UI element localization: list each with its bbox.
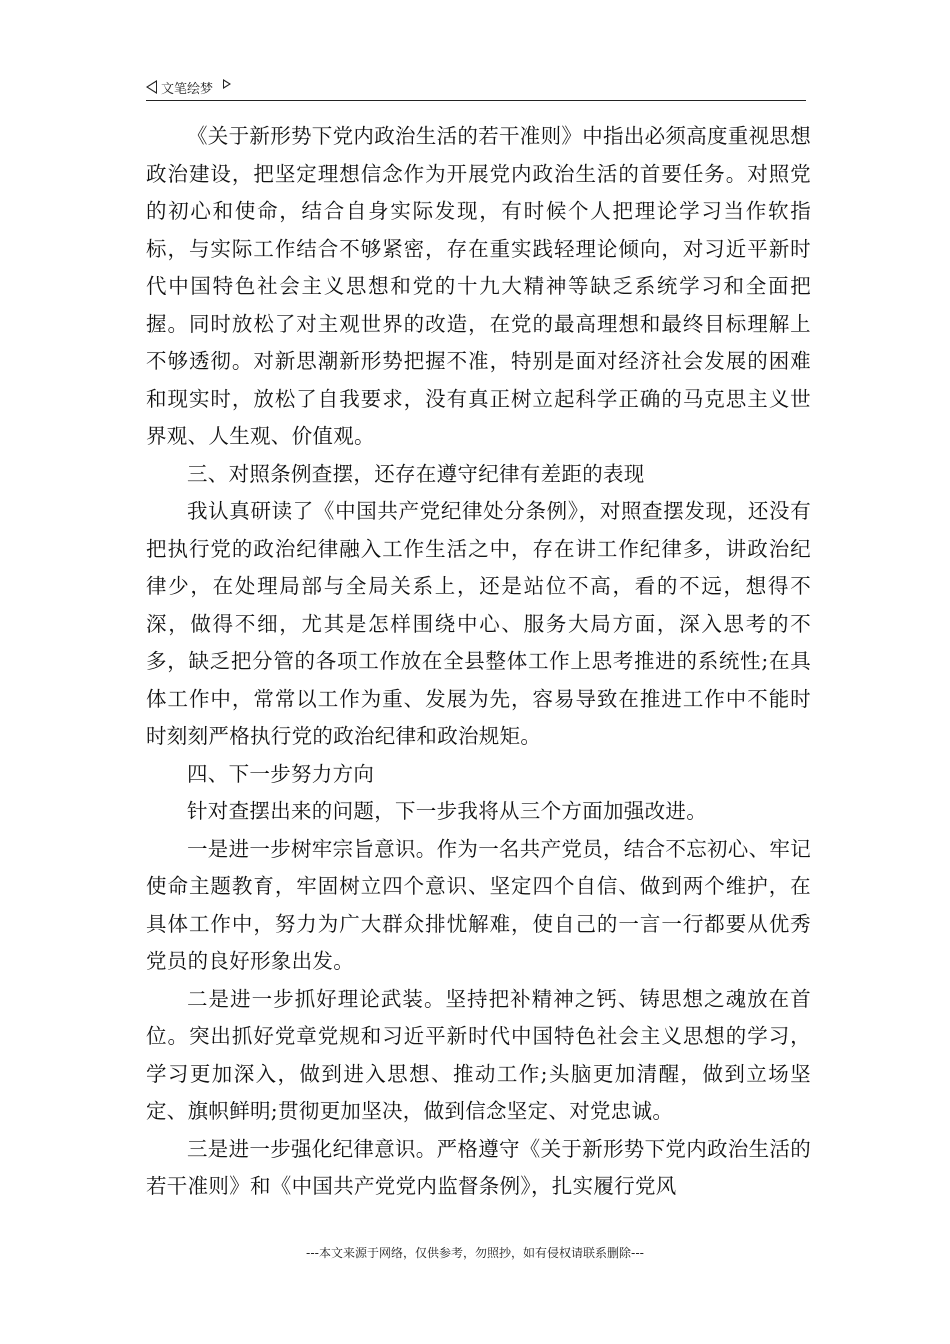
- triangle-right-icon: [223, 79, 231, 89]
- document-body: [146, 118, 811, 1206]
- header-title: 文笔绘梦: [161, 81, 214, 97]
- paragraph: 三是进一步强化纪律意识。严格遵守《关于新形势下党内政治生活的若干准则》和《中国共产党党内监督条例》，扎实履行党风: [146, 1136, 811, 1198]
- triangle-left-icon: [146, 80, 157, 94]
- paragraph: 针对查摆出来的问题，下一步我将从三个方面加强改进。: [187, 799, 707, 823]
- section-heading: 四、下一步努力方向: [187, 761, 375, 786]
- paragraph: 《关于新形势下党内政治生活的若干准则》中指出必须高度重视思想政治建设，把坚定理想信念作为开展党内政治生活的首要任务。对照党的初心和使命，结合自身实际发现，有时候个人把理论学习当作软指标，与实际工作结合不够紧密，存在重实践轻理论倾向，对习近平新时代中国特色社会主义思想和党的十九大精神等缺乏系统学习和全面把握。同时放松了对主观世界的改造，在党的最高理想和最终目标理解上不够透彻。对新思潮新形势把握不准，特别是面对经济社会发展的困难和现实时，放松了自我要求，没有真正树立起科学正确的马克思主义世界观、人生观、价值观。: [146, 124, 811, 448]
- section-heading: 三、对照条例查摆，还存在遵守纪律有差距的表现: [187, 461, 645, 486]
- paragraph: 我认真研读了《中国共产党纪律处分条例》，对照查摆发现，还没有把执行党的政治纪律融入工作生活之中，存在讲工作纪律多，讲政治纪律少，在处理局部与全局关系上，还是站位不高，看的不远，想得不深，做得不细，尤其是怎样围绕中心、服务大局方面，深入思考的不多，缺乏把分管的各项工作放在全县整体工作上思考推进的系统性;在具体工作中，常常以工作为重、发展为先，容易导致在推进工作中不能时时刻刻严格执行党的政治纪律和政治规矩。: [146, 499, 811, 748]
- paragraph: 一是进一步树牢宗旨意识。作为一名共产党员，结合不忘初心、牢记使命主题教育，牢固树立四个意识、坚定四个自信、做到两个维护，在具体工作中，努力为广大群众排忧解难，使自己的一言一行都要从优秀党员的良好形象出发。: [146, 836, 811, 973]
- paragraph: 二是进一步抓好理论武装。坚持把补精神之钙、铸思想之魂放在首位。突出抓好党章党规和习近平新时代中国特色社会主义思想的学习，学习更加深入，做到进入思想、推动工作;头脑更加清醒，做到立场坚定、旗帜鲜明;贯彻更加坚决，做到信念坚定、对党忠诚。: [146, 986, 811, 1123]
- page-header: [146, 74, 806, 101]
- footer-notice: ---本文来源于网络，仅供参考，勿照抄，如有侵权请联系删除---: [306, 1246, 644, 1260]
